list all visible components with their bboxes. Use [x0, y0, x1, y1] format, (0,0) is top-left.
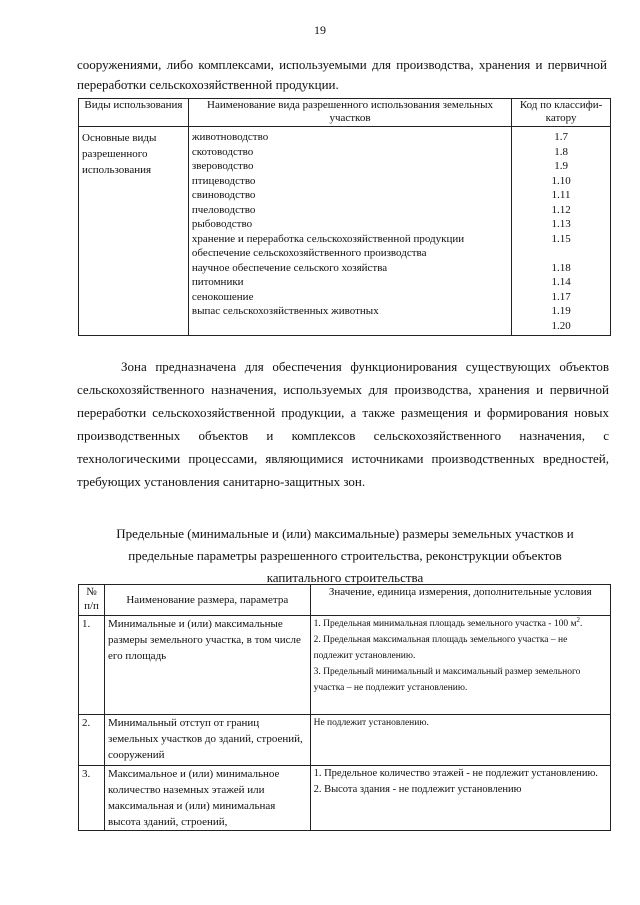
use-code: 1.20	[551, 319, 571, 332]
table1-header-name: Наименование вида разрешенного использования земельных участков	[188, 99, 511, 127]
page-number: 19	[314, 23, 326, 37]
use-name: рыбоводство	[191, 218, 253, 230]
use-code: 1.15	[551, 232, 571, 245]
use-code: 1.18	[551, 261, 571, 274]
intro-paragraph: сооружениями, либо комплексами, используемыми для производства, хранения и первичной переработки сельскохозяйственной продукции.	[77, 57, 607, 92]
table-row	[79, 616, 611, 715]
use-name: пчеловодство	[191, 203, 256, 216]
row-number: 1.	[79, 616, 105, 715]
use-code: 1.12	[551, 203, 571, 216]
use-code: 1.10	[551, 174, 571, 187]
row-value: 3. Предельный минимальный и максимальный размер земельного участка – не подлежит установлению.	[313, 667, 581, 693]
row-number: 3.	[79, 766, 105, 831]
use-code: 1.14	[551, 276, 571, 288]
row-param: Максимальное и (или) минимальное количество наземных этажей или максимальная и (или) минимальная высота зданий, строений,	[104, 766, 310, 831]
use-name: научное обеспечение сельского хозяйства	[191, 261, 388, 274]
table1-header-kind: Виды использования	[79, 99, 189, 127]
row-number: 2.	[79, 715, 105, 766]
permitted-use-table	[78, 98, 611, 336]
use-name: свиноводство	[191, 189, 256, 201]
use-code: 1.8	[554, 145, 568, 158]
use-name: обеспечение сельскохозяйственного производства	[191, 247, 427, 259]
use-name: выпас сельскохозяйственных животных	[191, 305, 379, 317]
row-param: Минимальный отступ от границ земельных участков до зданий, строений, сооружений	[104, 715, 310, 766]
use-name: животноводство	[191, 131, 269, 143]
use-code: 1.7	[554, 131, 568, 143]
use-code: 1.19	[551, 305, 571, 317]
table-row	[79, 766, 611, 831]
use-name: питомники	[191, 276, 244, 288]
row-value: 2. Высота здания - не подлежит установлению	[313, 784, 522, 795]
use-name: звероводство	[191, 160, 254, 172]
table2-header-num: № п/п	[79, 585, 105, 616]
use-name: скотоводство	[191, 145, 254, 158]
row-value: Не подлежит установлению.	[313, 718, 429, 728]
use-code: 1.13	[551, 218, 571, 230]
use-name: птицеводство	[191, 174, 256, 187]
table-row	[79, 715, 611, 766]
zone-paragraph: Зона предназначена для обеспечения функционирования существующих объектов сельскохозяйственного назначения, используемых для производства, хранения и первичной переработки сельскохозяйственной продукции, а также размещения и формирования новых производственных объектов и комплексов сельскохозяйственного назначения, с технологическими процессами, являющимися источниками производственных вредностей, требующих установления санитарно-защитных зон.	[77, 359, 609, 489]
row-param: Минимальные и (или) максимальные размеры земельного участка, в том числе его площадь	[104, 616, 310, 715]
use-code: 1.11	[551, 189, 571, 201]
row-value: 1. Предельное количество этажей - не подлежит установлению.	[313, 768, 598, 779]
table1-group-label: Основные виды разрешенного использования	[79, 127, 189, 336]
table1-header-code: Код по классифи-катору	[512, 99, 611, 127]
table2-header-param: Наименование размера, параметра	[104, 585, 310, 616]
use-name: хранение и переработка сельскохозяйственной продукции	[191, 232, 465, 245]
use-code: 1.17	[551, 290, 571, 303]
row-value: 2. Предельная максимальная площадь земельного участка – не подлежит установлению.	[313, 635, 568, 661]
section-title: Предельные (минимальные и (или) максимальные) размеры земельных участков и предельные параметры разрешенного строительства, реконструкции объектов капитального строительства	[116, 526, 574, 585]
zone-description	[77, 355, 609, 493]
row-value: 1. Предельная минимальная площадь земельного участка - 100 $м^2$.	[313, 615, 583, 629]
use-name: сенокошение	[191, 290, 254, 303]
parameters-table	[78, 584, 611, 831]
table2-header-value: Значение, единица измерения, дополнительные условия	[310, 585, 610, 616]
use-code: 1.9	[554, 160, 568, 172]
